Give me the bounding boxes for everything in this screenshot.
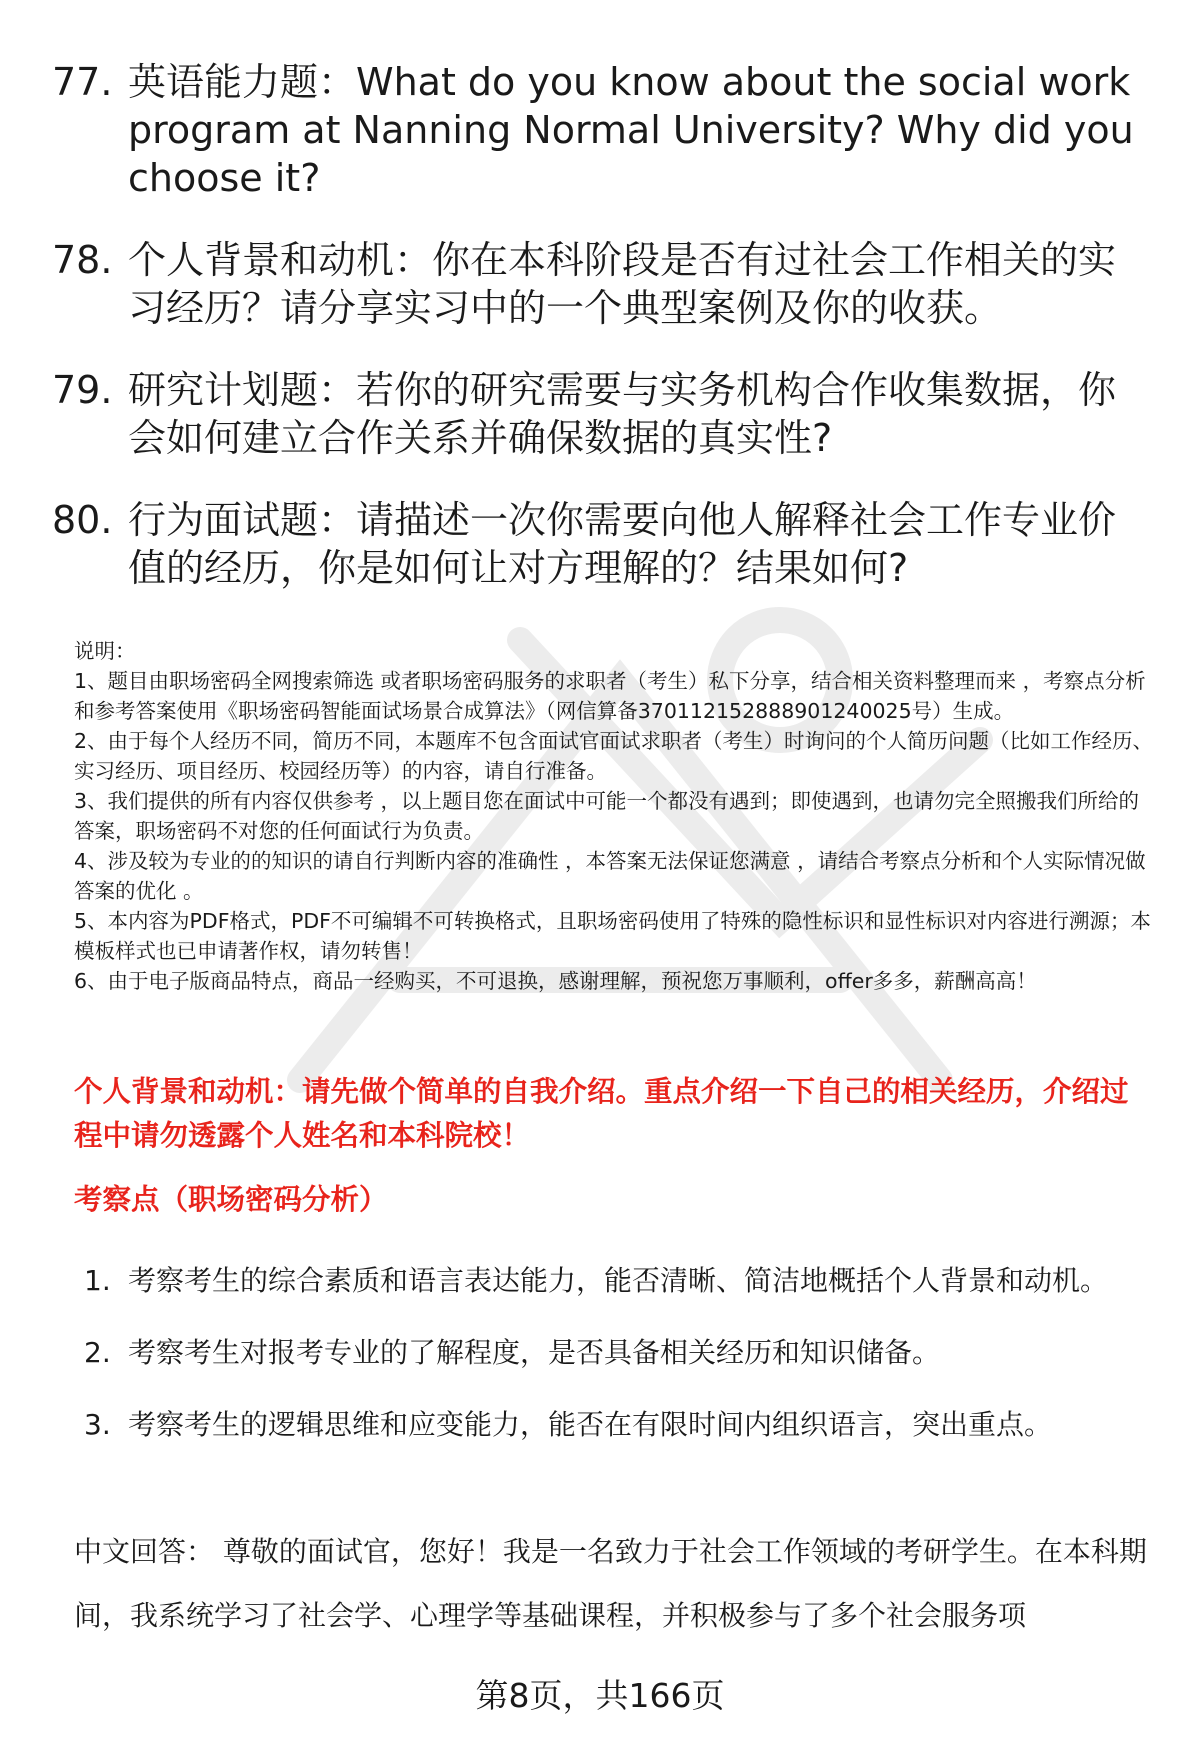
point-text: 考察考生对报考专业的了解程度，是否具备相关经历和知识储备。 [128,1336,941,1369]
chinese-answer: 中文回答： 尊敬的面试官，您好！我是一名致力于社会工作领域的考研学生。在本科期间，我系统学习了社会学、心理学等基础课程，并积极参与了多个社会服务项 [74,1535,1147,1632]
question-list [52,58,1142,626]
list-item [84,1324,1144,1382]
note-item: 1、题目由职场密码全网搜索筛选 或者职场密码服务的求职者（考生）私下分享，结合相关资料整理而来 ，考察点分析和参考答案使用《职场密码智能面试场景合成算法》（网信算备370112152888901240025号）生成。 [74,669,1146,723]
section-subheading: 考察点（职场密码分析） [74,1183,388,1216]
note-item: 3、我们提供的所有内容仅供参考 ，以上题目您在面试中可能一个都没有遇到；即使遇到，也请勿完全照搬我们所给的答案，职场密码不对您的任何面试行为负责。 [74,789,1140,843]
note-item: 4、涉及较为专业的的知识的请自行判断内容的准确性 ，本答案无法保证您满意 ，请结合考察点分析和个人实际情况做答案的优化 。 [74,849,1146,903]
question-text: 英语能力题：What do you know about the social work program at Nanning Normal University? Why did you choose it? [128,60,1134,200]
point-number: 2. [84,1336,111,1369]
question-number: 80. [52,498,113,542]
note-item: 5、本内容为PDF格式，PDF不可编辑不可转换格式，且职场密码使用了特殊的隐性标识和显性标识对内容进行溯源；本模板样式也已申请著作权，请勿转售！ [74,909,1151,963]
note-item: 2、由于每个人经历不同，简历不同，本题库不包含面试官面试求职者（考生）时询问的个人简历问题（比如工作经历、实习经历、项目经历、校园经历等）的内容，请自行准备。 [74,729,1154,783]
point-text: 考察考生的综合素质和语言表达能力，能否清晰、简洁地概括个人背景和动机。 [128,1264,1109,1297]
question-80 [52,496,1142,592]
page-footer: 第8页，共166页 [475,1676,725,1715]
point-text: 考察考生的逻辑思维和应变能力，能否在有限时间内组织语言，突出重点。 [128,1408,1053,1441]
notes-section [74,636,1154,996]
question-77 [52,58,1142,202]
question-number: 79. [52,368,113,412]
point-number: 3. [84,1408,111,1441]
section-heading: 个人背景和动机：请先做个简单的自我介绍。重点介绍一下自己的相关经历，介绍过程中请勿透露个人姓名和本科院校！ [74,1075,1129,1152]
question-text: 个人背景和动机：你在本科阶段是否有过社会工作相关的实习经历？请分享实习中的一个典型案例及你的收获。 [128,238,1117,330]
question-text: 行为面试题：请描述一次你需要向他人解释社会工作专业价值的经历，你是如何让对方理解的？结果如何? [128,498,1117,590]
point-number: 1. [84,1264,111,1297]
assessment-points [84,1252,1144,1468]
notes-title: 说明： [74,639,136,663]
question-78 [52,236,1142,332]
question-number: 78. [52,238,113,282]
question-79 [52,366,1142,462]
question-number: 77. [52,60,113,104]
list-item [84,1252,1144,1310]
list-item [84,1396,1144,1454]
note-item: 6、由于电子版商品特点，商品一经购买，不可退换，感谢理解，预祝您万事顺利，offer多多，薪酬高高！ [74,969,1037,993]
question-text: 研究计划题：若你的研究需要与实务机构合作收集数据，你会如何建立合作关系并确保数据的真实性? [128,368,1117,460]
